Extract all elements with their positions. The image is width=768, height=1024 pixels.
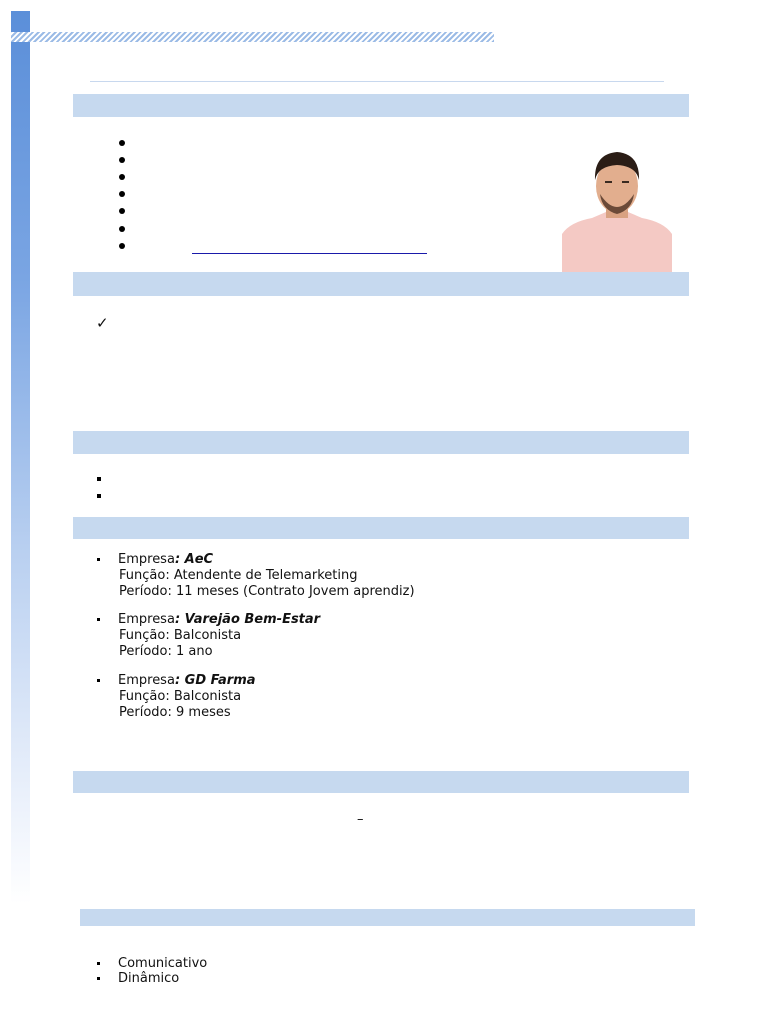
role-label: Função: — [119, 568, 174, 583]
role-value: Atendente de Telemarketing — [173, 568, 358, 583]
period-label: Período: — [119, 644, 177, 659]
company-label: Empresa — [118, 612, 175, 627]
company-name: : GD Farma — [174, 673, 256, 688]
experience-item — [118, 552, 415, 600]
period-label: Período: — [119, 705, 177, 720]
list-bullet — [97, 558, 100, 561]
email-link-underline[interactable] — [192, 253, 427, 254]
company-label: Empresa — [118, 673, 175, 688]
period-value: 1 ano — [176, 644, 213, 659]
role-value: Balconista — [173, 628, 242, 643]
list-bullet — [119, 174, 125, 180]
trait-item: Dinâmico — [118, 971, 180, 986]
section-bar-courses — [73, 771, 689, 793]
list-bullet — [119, 243, 125, 249]
period-value: 9 meses — [176, 705, 231, 720]
check-icon: ✓ — [96, 314, 109, 332]
list-bullet — [97, 477, 101, 481]
role-label: Função: — [119, 689, 174, 704]
section-bar-objective — [73, 272, 689, 296]
course-dash: – — [357, 812, 364, 827]
header-divider — [90, 81, 664, 82]
list-bullet — [119, 191, 125, 197]
section-bar-personal — [73, 94, 689, 117]
list-bullet — [97, 962, 100, 965]
left-accent-bar — [11, 11, 30, 904]
period-value: 11 meses (Contrato Jovem aprendiz) — [176, 584, 415, 599]
list-bullet — [119, 208, 125, 214]
role-value: Balconista — [173, 689, 242, 704]
list-bullet — [119, 157, 125, 163]
role-label: Função: — [119, 628, 174, 643]
list-bullet — [97, 494, 101, 498]
list-bullet — [119, 140, 125, 146]
section-bar-traits — [80, 909, 695, 926]
person-portrait-icon — [562, 138, 672, 272]
trait-item: Comunicativo — [118, 956, 208, 971]
company-label: Empresa — [118, 552, 175, 567]
section-bar-education — [73, 431, 689, 454]
company-name: : AeC — [174, 552, 214, 567]
list-bullet — [119, 226, 125, 232]
experience-item — [118, 673, 256, 721]
header-hatch-stripe — [11, 32, 494, 42]
section-bar-experience — [73, 517, 689, 539]
experience-item — [118, 612, 320, 660]
list-bullet — [97, 618, 100, 621]
profile-photo — [562, 138, 672, 272]
company-name: : Varejão Bem-Estar — [174, 612, 321, 627]
period-label: Período: — [119, 584, 177, 599]
list-bullet — [97, 679, 100, 682]
list-bullet — [97, 977, 100, 980]
